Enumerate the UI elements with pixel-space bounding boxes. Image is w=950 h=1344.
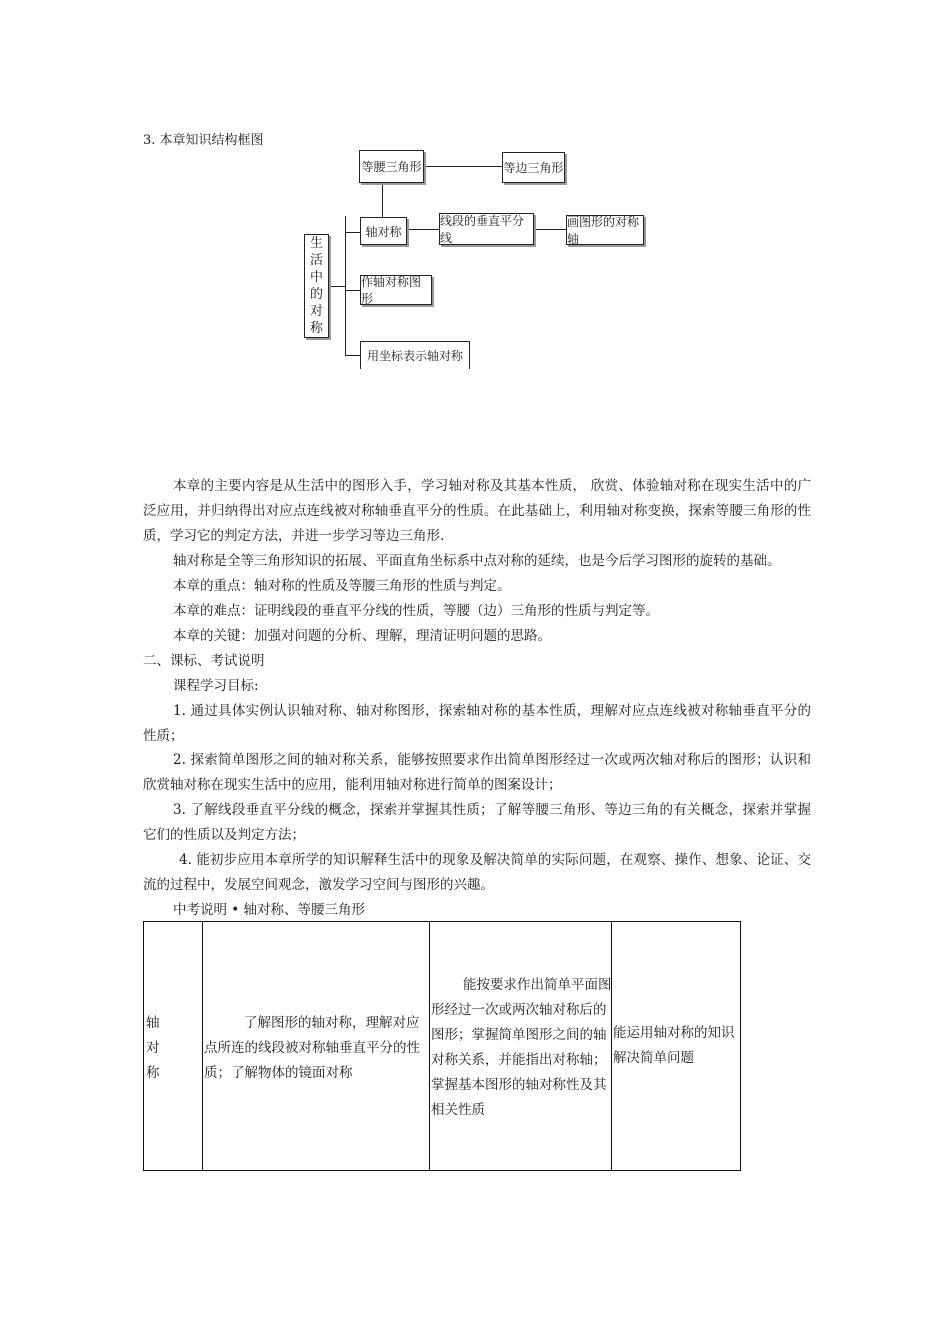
connector-line (345, 232, 360, 233)
connector-line (534, 229, 566, 230)
root-node-life-symmetry: 生 活 中 的 对 称 (304, 234, 329, 338)
paragraph-key-point: 本章的重点：轴对称的性质及等腰三角形的性质与判定。 (173, 578, 511, 594)
section-heading: 3. 本章知识结构框图 (143, 133, 264, 148)
goal-item-4: 4. 能初步应用本章所学的知识解释生活中的现象及解决简单的实际问题，在观察、操作、想象、论证、交流的过程中，发展空间观念，激发学习空间与图形的兴趣。 (143, 852, 811, 893)
goal-item-2: 2. 探索简单图形之间的轴对称关系，能够按照要求作出简单图形经过一次或两次轴对称后的图形；认识和欣赏轴对称在现实生活中的应用，能利用轴对称进行简单的图案设计； (143, 752, 811, 793)
goal-item-1: 1. 通过具体实例认识轴对称、轴对称图形，探索轴对称的基本性质，理解对应点连线被对称轴垂直平分的性质； (143, 703, 811, 744)
connector-line (345, 290, 360, 291)
table-cell-apply: 能运用轴对称的知识解决简单问题 (613, 1025, 735, 1066)
paragraph-main-content: 本章的主要内容是从生活中的图形入手，学习轴对称及其基本性质， 欣赏、体验轴对称在现实生活中的广泛应用，并归纳得出对应点连线被对称轴垂直平分的性质。在此基础上，利用轴对称变换，探索等腰三角形的性质，学习它的判定方法，并进一步学习等边三角形. (143, 478, 811, 544)
paragraph-difficulty: 本章的难点：证明线段的垂直平分线的性质，等腰（边）三角形的性质与判定等。 (173, 603, 659, 619)
table-cell-topic: 轴 对 称 (146, 1015, 160, 1081)
node-draw-symmetry-axis: 画图形的对称轴 (566, 215, 644, 245)
node-axis-symmetry: 轴对称 (360, 217, 407, 245)
table-divider (202, 922, 203, 1170)
node-make-symmetric-figure: 作轴对称图形 (360, 275, 432, 305)
node-coordinate-symmetry: 用坐标表示轴对称 (360, 341, 470, 369)
paragraph-key-method: 本章的关键：加强对问题的分析、理解，理清证明问题的思路。 (173, 628, 551, 644)
connector-line (407, 229, 439, 230)
connector-line (345, 216, 346, 356)
goals-title: 课程学习目标: (173, 678, 259, 694)
connector-line (345, 355, 360, 356)
connector-line (424, 166, 502, 167)
table-cell-understand: 了解图形的轴对称，理解对应点所连的线段被对称轴垂直平分的性质；了解物体的镜面对称 (204, 1015, 420, 1081)
exam-description-title: 中考说明 • 轴对称、等腰三角形 (173, 902, 366, 918)
node-isosceles-triangle: 等腰三角形 (359, 150, 424, 183)
table-cell-master: 能按要求作出简单平面图形经过一次或两次轴对称后的图形；掌握简单图形之间的轴对称关系，并能指出对称轴；掌握基本图形的轴对称性及其相关性质 (431, 977, 612, 1118)
section-title-standards: 二、课标、考试说明 (143, 653, 265, 669)
exam-requirements-table (143, 921, 741, 1171)
goal-item-3: 3. 了解线段垂直平分线的概念，探索并掌握其性质；了解等腰三角形、等边三角的有关概念，探索并掌握它们的性质以及判定方法； (143, 802, 811, 843)
node-equilateral-triangle: 等边三角形 (502, 152, 565, 183)
connector-line (382, 183, 383, 217)
node-perpendicular-bisector: 线段的垂直平分线 (439, 213, 534, 245)
paragraph-axis-symmetry-role: 轴对称是全等三角形知识的拓展、平面直角坐标系中点对称的延续，也是今后学习图形的旋转的基础。 (173, 553, 781, 569)
connector-line (329, 286, 345, 287)
